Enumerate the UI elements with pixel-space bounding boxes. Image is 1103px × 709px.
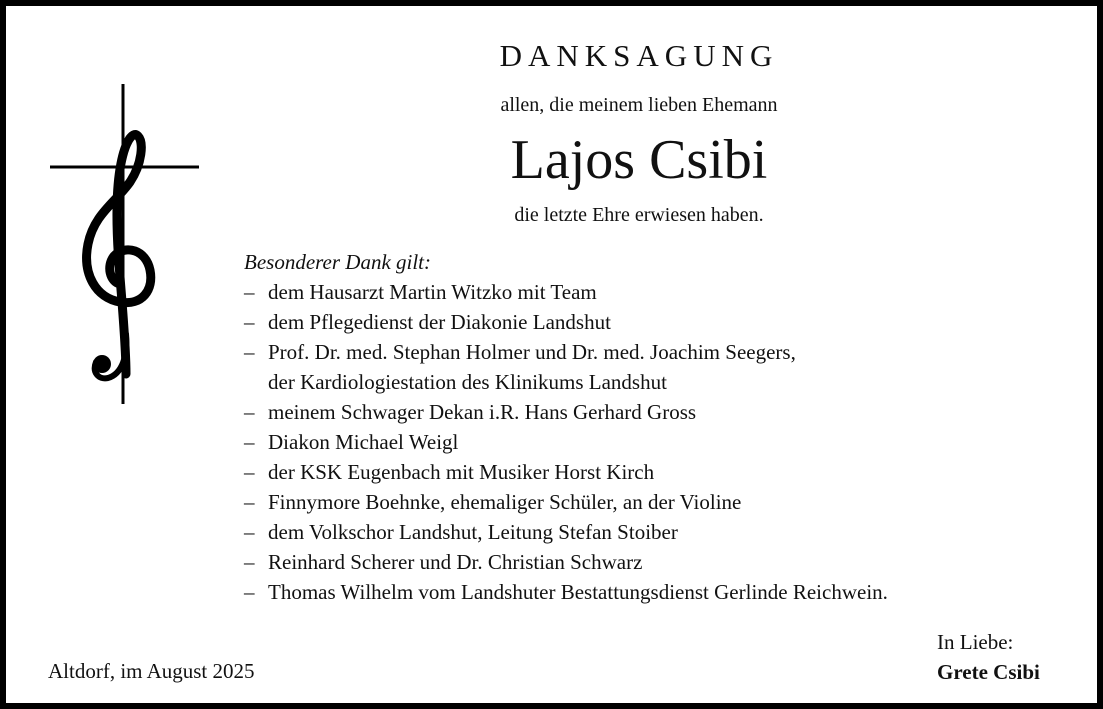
thanks-item-text: meinem Schwager Dekan i.R. Hans Gerhard Gross (268, 400, 697, 424)
thanks-item (244, 517, 1084, 547)
dash-bullet: – (244, 310, 255, 334)
thanks-item-text: Thomas Wilhelm vom Landshuter Bestattungsdienst Gerlinde Reichwein. (268, 580, 888, 604)
thanks-item (244, 337, 1084, 397)
thanks-item-text: Prof. Dr. med. Stephan Holmer und Dr. med. Joachim Seegers, der Kardiologiestation des Klinikums Landshut (268, 340, 796, 394)
deceased-name: Lajos Csibi (510, 129, 768, 191)
dash-bullet: – (244, 400, 255, 424)
thanks-item-text: dem Volkschor Landshut, Leitung Stefan Stoiber (268, 520, 678, 544)
dash-bullet: – (244, 550, 255, 574)
intro-text: allen, die meinem lieben Ehemann (500, 94, 778, 116)
thanks-item (244, 307, 1084, 337)
dash-bullet: – (244, 460, 255, 484)
thanks-item (244, 277, 1084, 307)
thanks-item-text: dem Hausarzt Martin Witzko mit Team (268, 280, 597, 304)
dash-bullet: – (244, 340, 255, 364)
cross-with-treble-clef-icon (46, 84, 202, 406)
thanks-item (244, 577, 1084, 607)
thanks-item-text: Reinhard Scherer und Dr. Christian Schwarz (268, 550, 643, 574)
notice-title: DANKSAGUNG (499, 38, 779, 73)
thanks-heading: Besonderer Dank gilt: (244, 250, 432, 274)
thanks-item (244, 427, 1084, 457)
dash-bullet: – (244, 580, 255, 604)
thanks-item (244, 457, 1084, 487)
outro-text: die letzte Ehre erwiesen haben. (514, 204, 764, 226)
thanks-list (244, 277, 1084, 607)
dash-bullet: – (244, 520, 255, 544)
thanks-item-text: Diakon Michael Weigl (268, 430, 459, 454)
thanks-item-text: dem Pflegedienst der Diakonie Landshut (268, 310, 611, 334)
thanks-item-text: Finnymore Boehnke, ehemaliger Schüler, an der Violine (268, 490, 742, 514)
place-date: Altdorf, im August 2025 (48, 659, 255, 683)
dash-bullet: – (244, 280, 255, 304)
dash-bullet: – (244, 430, 255, 454)
dash-bullet: – (244, 490, 255, 514)
thanks-item (244, 397, 1084, 427)
thanks-section (244, 247, 1084, 607)
signature-name: Grete Csibi (937, 660, 1040, 684)
thanks-item-text: der KSK Eugenbach mit Musiker Horst Kirch (268, 460, 655, 484)
thanks-item (244, 547, 1084, 577)
signature-block (937, 627, 1040, 687)
thanks-item (244, 487, 1084, 517)
closing-phrase: In Liebe: (937, 630, 1014, 654)
